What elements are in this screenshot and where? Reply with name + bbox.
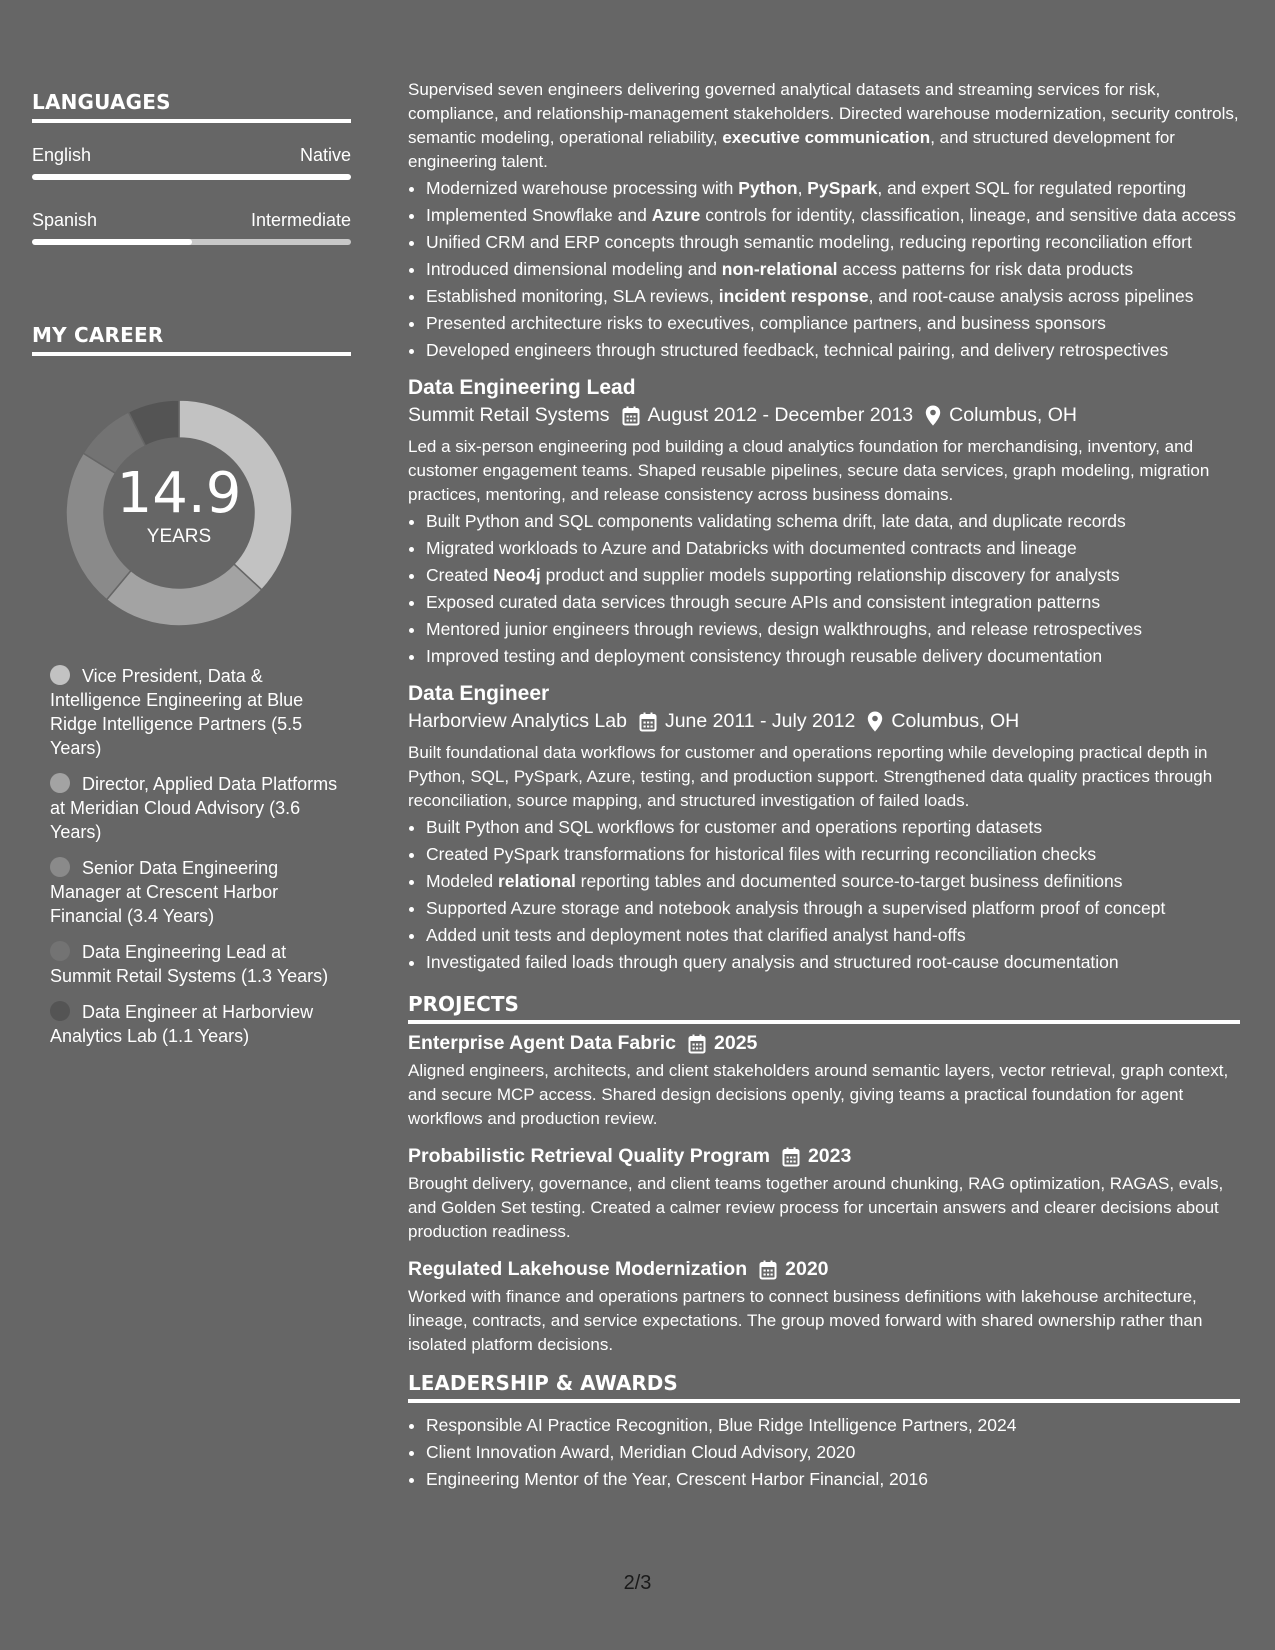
page-number: 2/3 <box>623 1572 652 1594</box>
career-heading: MY CAREER <box>32 323 164 347</box>
projects-heading: PROJECTS <box>408 992 519 1016</box>
bullet-item <box>426 338 1240 362</box>
projects-rule <box>408 1020 1240 1024</box>
calendar-icon <box>688 1034 706 1054</box>
career-role-label: Senior Data Engineering Manager at Crescent Harbor Financial (3.4 Years) <box>50 858 279 926</box>
text-segment: Modeled <box>426 871 498 891</box>
text-segment: Mentored junior engineers through reviews, design walkthroughs, and release retrospectives <box>426 619 1142 639</box>
job-company: Summit Retail Systems <box>408 404 610 426</box>
bullet-item <box>426 563 1240 587</box>
legend-dot <box>50 773 70 793</box>
text-segment: , and expert SQL for regulated reporting <box>877 178 1187 198</box>
award-item: • Engineering Mentor of the Year, Crescent Harbor Financial, 2016 <box>426 1467 1240 1491</box>
career-donut-chart <box>64 398 294 628</box>
project-title: Regulated Lakehouse Modernization <box>408 1258 748 1280</box>
language-row <box>32 210 351 231</box>
job-title: Data Engineering Lead <box>408 376 636 399</box>
career-total-years: 14.9 <box>116 461 242 526</box>
career-role-item <box>50 940 351 988</box>
career-role-label: Director, Applied Data Platforms at Meridian Cloud Advisory (3.6 Years) <box>50 774 338 842</box>
text-segment: Investigated failed loads through query analysis and structured root-cause documentation <box>426 952 1119 972</box>
language-level: Intermediate <box>250 210 351 230</box>
text-segment: controls for identity, classification, lineage, and sensitive data access <box>700 205 1236 225</box>
bullet-item <box>426 203 1240 227</box>
career-role-item <box>50 664 351 760</box>
job-meta <box>408 710 1240 733</box>
language-level: Native <box>299 145 351 165</box>
job-location: Columbus, OH <box>891 710 1020 732</box>
proficiency-bar <box>32 174 351 180</box>
career-rule <box>32 352 351 356</box>
bold-keyword: PySpark <box>807 178 878 198</box>
text-segment: Improved testing and deployment consistency through reusable delivery documentation <box>426 646 1103 666</box>
donut-slice-2 <box>107 564 262 626</box>
career-section <box>32 323 351 1048</box>
award-list <box>408 1413 1240 1491</box>
language-list <box>32 145 351 245</box>
job-dates: August 2012 - December 2013 <box>647 404 914 426</box>
bullet-item <box>426 644 1240 668</box>
text-segment: Migrated workloads to Azure and Databricks with documented contracts and lineage <box>426 538 1077 558</box>
calendar-icon <box>622 406 640 426</box>
bullet-item <box>426 257 1240 281</box>
legend-dot <box>50 665 70 685</box>
text-segment: Built Python and SQL workflows for customer and operations reporting datasets <box>426 817 1043 837</box>
bold-keyword: relational <box>498 871 576 891</box>
bullet-item <box>426 842 1240 866</box>
map-pin-icon <box>867 711 883 732</box>
proficiency-bar-fill <box>32 174 351 180</box>
text-segment: Created <box>426 565 494 585</box>
awards-rule <box>408 1399 1240 1403</box>
project-title: Enterprise Agent Data Fabric <box>408 1032 677 1054</box>
text-segment: Presented architecture risks to executives, compliance partners, and business sponsors <box>426 313 1106 333</box>
calendar-icon <box>782 1147 800 1167</box>
award-item: • Responsible AI Practice Recognition, Blue Ridge Intelligence Partners, 2024 <box>426 1413 1240 1437</box>
bullet-item <box>426 284 1240 308</box>
bullet-item <box>426 896 1240 920</box>
project-year: 2020 <box>785 1258 829 1280</box>
career-role-item <box>50 1000 351 1048</box>
language-item <box>32 210 351 245</box>
text-segment: Created PySpark transformations for historical files with recurring reconciliation checks <box>426 844 1097 864</box>
project-description: Aligned engineers, architects, and client stakeholders around semantic layers, vector retrieval, graph context, and secure MCP access. Shared design decisions openly, giving teams a practical foundation for agent workflows and production review. <box>408 1061 1229 1128</box>
legend-dot <box>50 857 70 877</box>
text-segment: , and root-cause analysis across pipelines <box>868 286 1194 306</box>
project-entry <box>408 1032 1240 1131</box>
job-title: Data Engineer <box>408 682 550 705</box>
project-description: Brought delivery, governance, and client teams together around chunking, RAG optimization, RAGAS, evals, and Golden Set testing. Created a calmer review process for uncertain answers and clearer decisions about production readiness. <box>408 1174 1224 1241</box>
project-description: Worked with finance and operations partners to connect business definitions with lakehouse architecture, lineage, contracts, and service expectations. The group moved forward with shared ownership rather than isolated platform decisions. <box>408 1287 1203 1354</box>
language-name: Spanish <box>32 210 98 230</box>
job-entry <box>408 682 1240 974</box>
role-bullets <box>408 176 1240 362</box>
project-entry <box>408 1258 1240 1357</box>
bullet-item <box>426 536 1240 560</box>
bullet-item <box>426 509 1240 533</box>
job-company: Harborview Analytics Lab <box>408 710 627 732</box>
languages-section <box>32 90 351 245</box>
job-bullets <box>408 509 1240 668</box>
role-summary <box>408 78 1240 174</box>
proficiency-bar-fill <box>32 239 192 245</box>
career-role-label: Data Engineering Lead at Summit Retail Systems (1.3 Years) <box>50 942 329 986</box>
bold-keyword: executive communication <box>722 128 931 147</box>
career-total-unit: YEARS <box>146 526 212 547</box>
career-role-label: Vice President, Data & Intelligence Engineering at Blue Ridge Intelligence Partners (5.5 Years) <box>50 666 304 758</box>
bullet-item <box>426 590 1240 614</box>
bold-keyword: Python <box>738 178 798 198</box>
awards-heading: LEADERSHIP & AWARDS <box>408 1371 678 1395</box>
text-segment: Built Python and SQL components validating schema drift, late data, and duplicate records <box>426 511 1126 531</box>
text-segment: Introduced dimensional modeling and <box>426 259 722 279</box>
project-title-row <box>408 1145 1240 1168</box>
job-location: Columbus, OH <box>949 404 1078 426</box>
text-segment: Developed engineers through structured feedback, technical pairing, and delivery retrospectives <box>426 340 1169 360</box>
project-title: Probabilistic Retrieval Quality Program <box>408 1145 770 1167</box>
bullet-item <box>426 950 1240 974</box>
map-pin-icon <box>925 405 941 426</box>
bullet-item <box>426 923 1240 947</box>
career-role-label: Data Engineer at Harborview Analytics Lab (1.1 Years) <box>50 1002 314 1046</box>
bullet-item <box>426 230 1240 254</box>
career-role-item <box>50 772 351 844</box>
text-segment: , <box>797 178 808 198</box>
bullet-item <box>426 176 1240 200</box>
awards-section <box>408 1371 1240 1491</box>
text-segment: Supported Azure storage and notebook analysis through a supervised platform proof of concept <box>426 898 1166 918</box>
bullet-item <box>426 617 1240 641</box>
bold-keyword: Azure <box>651 205 701 225</box>
job-dates: June 2011 - July 2012 <box>664 710 856 732</box>
bullet-item <box>426 311 1240 335</box>
calendar-icon <box>759 1260 777 1280</box>
text-segment: access patterns for risk data products <box>837 259 1134 279</box>
text-segment: , and structured development for engineering talent. <box>408 128 1175 171</box>
job-entry <box>408 376 1240 668</box>
job-summary: Led a six-person engineering pod building a cloud analytics foundation for merchandising, inventory, and customer engagement teams. Shaped reusable pipelines, secure data services, graph modeling, migration practices, mentoring, and release consistency across business domains. <box>408 437 1210 504</box>
language-row <box>32 145 351 166</box>
text-segment: Established monitoring, SLA reviews, <box>426 286 719 306</box>
proficiency-bar <box>32 239 351 245</box>
job-bullets <box>408 815 1240 974</box>
project-title-row <box>408 1258 1240 1281</box>
project-entry <box>408 1145 1240 1244</box>
language-item <box>32 145 351 180</box>
award-item: • Client Innovation Award, Meridian Cloud Advisory, 2020 <box>426 1440 1240 1464</box>
bullet-item <box>426 815 1240 839</box>
text-segment: Unified CRM and ERP concepts through semantic modeling, reducing reporting reconciliation effort <box>426 232 1192 252</box>
text-segment: product and supplier models supporting relationship discovery for analysts <box>540 565 1120 585</box>
project-list <box>408 1032 1240 1357</box>
career-role-list <box>50 664 351 1048</box>
project-year: 2023 <box>807 1145 852 1167</box>
project-title-row <box>408 1032 1240 1055</box>
calendar-icon <box>639 712 657 732</box>
text-segment: Implemented Snowflake and <box>426 205 652 225</box>
text-segment: reporting tables and documented source-to-target business definitions <box>575 871 1123 891</box>
text-segment: Modernized warehouse processing with <box>426 178 739 198</box>
legend-dot <box>50 1001 70 1021</box>
languages-heading: LANGUAGES <box>32 90 171 114</box>
career-role-item <box>50 856 351 928</box>
bold-keyword: non-relational <box>721 259 838 279</box>
text-segment: Supervised seven engineers delivering governed analytical datasets and streaming services for risk, compliance, and relationship-management stakeholders. Directed warehouse modernization, security controls, semantic modeling, operational reliability, <box>408 80 1239 147</box>
job-list <box>408 376 1240 974</box>
main-content <box>408 78 1240 1494</box>
languages-rule <box>32 119 351 123</box>
bold-keyword: Neo4j <box>493 565 541 585</box>
text-segment: Exposed curated data services through secure APIs and consistent integration patterns <box>426 592 1101 612</box>
job-summary: Built foundational data workflows for customer and operations reporting while developing practical depth in Python, SQL, PySpark, Azure, testing, and production support. Strengthened data quality practices through reconciliation, source mapping, and structured investigation of failed loads. <box>408 743 1213 810</box>
job-meta <box>408 404 1240 427</box>
language-name: English <box>32 145 92 165</box>
bullet-item <box>426 869 1240 893</box>
text-segment: Added unit tests and deployment notes that clarified analyst hand-offs <box>426 925 966 945</box>
legend-dot <box>50 941 70 961</box>
projects-section <box>408 992 1240 1357</box>
project-year: 2025 <box>714 1032 758 1054</box>
bold-keyword: incident response <box>718 286 869 306</box>
sidebar <box>32 90 351 1060</box>
